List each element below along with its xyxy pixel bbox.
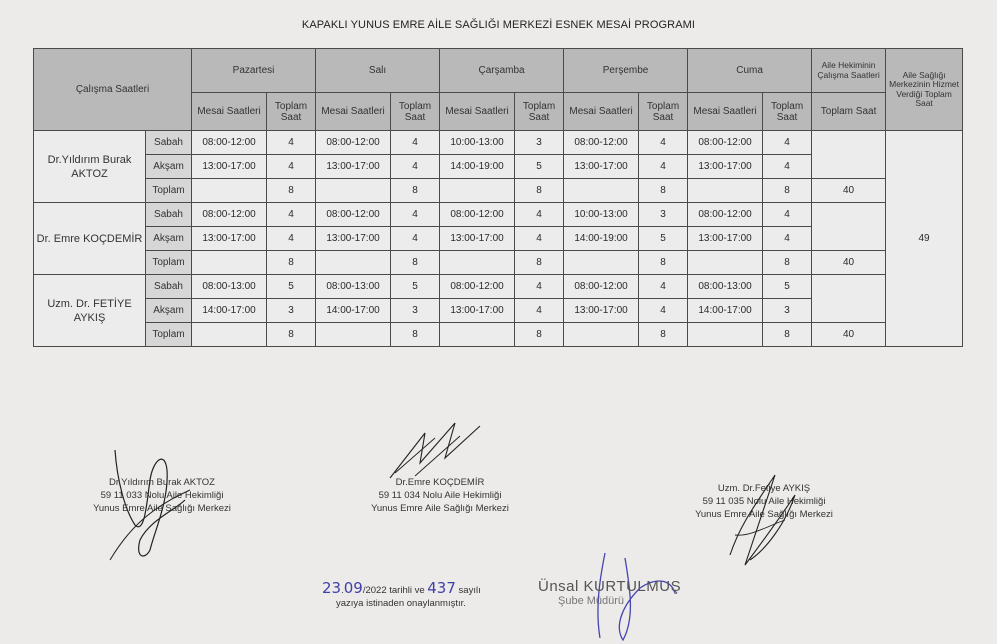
shift-hours: 4 bbox=[639, 275, 688, 299]
shift-hours: 4 bbox=[639, 155, 688, 179]
empty-cell bbox=[316, 179, 391, 203]
shift-hours: 4 bbox=[639, 131, 688, 155]
mesai-saatleri-header: Mesai Saatleri bbox=[688, 93, 763, 131]
signatory-unit: 59 11 035 Nolu Aile Hekimliği bbox=[702, 496, 826, 507]
day-total-hours: 8 bbox=[267, 251, 316, 275]
shift-label: Sabah bbox=[146, 203, 192, 227]
family-doctor-header: Aile Hekiminin Çalışma Saatleri bbox=[812, 49, 886, 93]
shift-hours: 4 bbox=[391, 227, 440, 251]
shift-time-range: 14:00-17:00 bbox=[192, 299, 267, 323]
shift-hours: 4 bbox=[763, 203, 812, 227]
signatory-center: Yunus Emre Aile Sağlığı Merkezi bbox=[371, 503, 509, 514]
empty-cell bbox=[440, 323, 515, 347]
shift-time-range: 08:00-12:00 bbox=[688, 203, 763, 227]
shift-hours: 4 bbox=[763, 227, 812, 251]
shift-time-range: 14:00-17:00 bbox=[688, 299, 763, 323]
approval-month: 09 bbox=[343, 579, 363, 597]
signatory-name: Uzm. Dr.Fetiye AYKIŞ bbox=[717, 483, 811, 494]
shift-hours: 3 bbox=[639, 203, 688, 227]
day-total-hours: 8 bbox=[515, 251, 564, 275]
shift-time-range: 13:00-17:00 bbox=[192, 155, 267, 179]
table-row bbox=[34, 275, 963, 299]
table-row bbox=[34, 131, 963, 155]
shift-hours: 5 bbox=[391, 275, 440, 299]
mesai-saatleri-header: Mesai Saatleri bbox=[440, 93, 515, 131]
shift-time-range: 13:00-17:00 bbox=[440, 227, 515, 251]
manager-stamp bbox=[538, 578, 681, 607]
family-doctor-subheader: Toplam Saat bbox=[812, 93, 886, 131]
table-row bbox=[34, 251, 963, 275]
weekly-total-hours: 40 bbox=[812, 323, 886, 347]
day-total-hours: 8 bbox=[515, 323, 564, 347]
shift-label: Sabah bbox=[146, 131, 192, 155]
shift-time-range: 13:00-17:00 bbox=[440, 299, 515, 323]
day-total-hours: 8 bbox=[391, 251, 440, 275]
shift-hours: 3 bbox=[763, 299, 812, 323]
doctor-name: Uzm. Dr. FETİYE AYKIŞ bbox=[34, 275, 146, 347]
shift-hours: 5 bbox=[515, 155, 564, 179]
doctor-name: Dr.Yıldırım Burak AKTOZ bbox=[34, 131, 146, 203]
toplam-saat-header: Toplam Saat bbox=[515, 93, 564, 131]
shift-hours: 3 bbox=[267, 299, 316, 323]
table-row bbox=[34, 179, 963, 203]
shift-time-range: 10:00-13:00 bbox=[440, 131, 515, 155]
shift-time-range: 14:00-17:00 bbox=[316, 299, 391, 323]
shift-time-range: 14:00-19:00 bbox=[440, 155, 515, 179]
toplam-saat-header: Toplam Saat bbox=[763, 93, 812, 131]
shift-time-range: 08:00-13:00 bbox=[688, 275, 763, 299]
approval-line2: yazıya istinaden onaylanmıştır. bbox=[336, 598, 466, 609]
day-header-tuesday: Salı bbox=[316, 49, 440, 93]
shift-label: Toplam bbox=[146, 323, 192, 347]
doctor-name: Dr. Emre KOÇDEMİR bbox=[34, 203, 146, 275]
shift-label: Sabah bbox=[146, 275, 192, 299]
empty-cell bbox=[192, 251, 267, 275]
empty-cell bbox=[440, 179, 515, 203]
empty-cell bbox=[316, 323, 391, 347]
day-header-thursday: Perşembe bbox=[564, 49, 688, 93]
center-total-header: Aile Sağlığı Merkezinin Hizmet Verdiği Toplam Saat bbox=[886, 49, 963, 131]
approval-note: 23.09/2022 tarihli ve 437 sayılı yazıya istinaden onaylanmıştır. bbox=[322, 579, 481, 609]
shift-hours: 5 bbox=[639, 227, 688, 251]
day-header-wednesday: Çarşamba bbox=[440, 49, 564, 93]
approval-day: 23 bbox=[322, 579, 342, 597]
shift-time-range: 13:00-17:00 bbox=[564, 299, 639, 323]
empty-cell bbox=[812, 275, 886, 323]
day-total-hours: 8 bbox=[639, 323, 688, 347]
shift-time-range: 08:00-13:00 bbox=[192, 275, 267, 299]
shift-time-range: 08:00-12:00 bbox=[192, 203, 267, 227]
shift-hours: 4 bbox=[391, 203, 440, 227]
day-total-hours: 8 bbox=[639, 179, 688, 203]
day-total-hours: 8 bbox=[763, 251, 812, 275]
shift-hours: 4 bbox=[267, 203, 316, 227]
mesai-saatleri-header: Mesai Saatleri bbox=[192, 93, 267, 131]
toplam-saat-header: Toplam Saat bbox=[267, 93, 316, 131]
empty-cell bbox=[564, 251, 639, 275]
shift-time-range: 08:00-12:00 bbox=[440, 203, 515, 227]
day-total-hours: 8 bbox=[267, 323, 316, 347]
toplam-saat-header: Toplam Saat bbox=[639, 93, 688, 131]
manager-name: Ünsal KURTULMUŞ bbox=[538, 578, 682, 595]
empty-cell bbox=[316, 251, 391, 275]
empty-cell bbox=[192, 323, 267, 347]
handwritten-signature-1 bbox=[95, 440, 205, 570]
empty-cell bbox=[812, 203, 886, 251]
handwritten-signature-2 bbox=[385, 418, 485, 488]
shift-time-range: 13:00-17:00 bbox=[316, 227, 391, 251]
shift-label: Akşam bbox=[146, 227, 192, 251]
shift-hours: 4 bbox=[267, 227, 316, 251]
schedule-table bbox=[33, 48, 963, 347]
shift-hours: 4 bbox=[763, 155, 812, 179]
signatory-center: Yunus Emre Aile Sağlığı Merkezi bbox=[695, 509, 833, 520]
day-header-friday: Cuma bbox=[688, 49, 812, 93]
day-header-monday: Pazartesi bbox=[192, 49, 316, 93]
day-total-hours: 8 bbox=[639, 251, 688, 275]
working-hours-header: Çalışma Saatleri bbox=[34, 49, 192, 131]
signatory-name: Dr.Emre KOÇDEMİR bbox=[395, 477, 485, 488]
page-title: KAPAKLI YUNUS EMRE AİLE SAĞLIĞI MERKEZİ ESNEK MESAİ PROGRAMI bbox=[301, 19, 696, 31]
manager-role: Şube Müdürü bbox=[558, 595, 625, 607]
day-total-hours: 8 bbox=[391, 323, 440, 347]
empty-cell bbox=[564, 323, 639, 347]
shift-time-range: 08:00-12:00 bbox=[316, 131, 391, 155]
shift-hours: 4 bbox=[763, 131, 812, 155]
shift-time-range: 13:00-17:00 bbox=[192, 227, 267, 251]
approval-suffix: sayılı bbox=[458, 585, 481, 596]
shift-hours: 4 bbox=[515, 299, 564, 323]
shift-time-range: 13:00-17:00 bbox=[564, 155, 639, 179]
shift-time-range: 10:00-13:00 bbox=[564, 203, 639, 227]
shift-label: Akşam bbox=[146, 299, 192, 323]
mesai-saatleri-header: Mesai Saatleri bbox=[316, 93, 391, 131]
empty-cell bbox=[688, 323, 763, 347]
empty-cell bbox=[812, 131, 886, 179]
signatory-center: Yunus Emre Aile Sağlığı Merkezi bbox=[93, 503, 231, 514]
approval-number: 437 bbox=[427, 579, 456, 597]
shift-time-range: 08:00-13:00 bbox=[316, 275, 391, 299]
shift-time-range: 13:00-17:00 bbox=[688, 227, 763, 251]
shift-time-range: 13:00-17:00 bbox=[316, 155, 391, 179]
signatory-name: Dr.Yıldırım Burak AKTOZ bbox=[109, 477, 215, 488]
shift-time-range: 08:00-12:00 bbox=[192, 131, 267, 155]
day-total-hours: 8 bbox=[267, 179, 316, 203]
handwritten-signature-3 bbox=[715, 465, 805, 575]
empty-cell bbox=[440, 251, 515, 275]
mesai-saatleri-header: Mesai Saatleri bbox=[564, 93, 639, 131]
shift-time-range: 14:00-19:00 bbox=[564, 227, 639, 251]
shift-time-range: 08:00-12:00 bbox=[564, 275, 639, 299]
weekly-total-hours: 40 bbox=[812, 179, 886, 203]
shift-label: Akşam bbox=[146, 155, 192, 179]
shift-time-range: 08:00-12:00 bbox=[564, 131, 639, 155]
shift-hours: 4 bbox=[391, 155, 440, 179]
toplam-saat-header: Toplam Saat bbox=[391, 93, 440, 131]
shift-hours: 3 bbox=[391, 299, 440, 323]
table-row bbox=[34, 203, 963, 227]
empty-cell bbox=[192, 179, 267, 203]
shift-label: Toplam bbox=[146, 179, 192, 203]
approval-date-rest: /2022 tarihli ve bbox=[362, 585, 425, 596]
shift-hours: 4 bbox=[515, 227, 564, 251]
day-total-hours: 8 bbox=[763, 179, 812, 203]
shift-hours: 4 bbox=[267, 155, 316, 179]
table-row bbox=[34, 323, 963, 347]
empty-cell bbox=[688, 179, 763, 203]
empty-cell bbox=[688, 251, 763, 275]
signatory-unit: 59 11 033 Nolu Aile Hekimliği bbox=[100, 490, 224, 501]
empty-cell bbox=[564, 179, 639, 203]
shift-hours: 3 bbox=[515, 131, 564, 155]
shift-label: Toplam bbox=[146, 251, 192, 275]
shift-hours: 5 bbox=[763, 275, 812, 299]
shift-time-range: 08:00-12:00 bbox=[316, 203, 391, 227]
shift-hours: 4 bbox=[515, 275, 564, 299]
day-total-hours: 8 bbox=[763, 323, 812, 347]
shift-time-range: 08:00-12:00 bbox=[440, 275, 515, 299]
signatory-unit: 59 11 034 Nolu Aile Hekimliği bbox=[378, 490, 502, 501]
weekly-total-hours: 40 bbox=[812, 251, 886, 275]
shift-hours: 4 bbox=[515, 203, 564, 227]
day-total-hours: 8 bbox=[391, 179, 440, 203]
shift-hours: 4 bbox=[639, 299, 688, 323]
day-total-hours: 8 bbox=[515, 179, 564, 203]
shift-time-range: 08:00-12:00 bbox=[688, 131, 763, 155]
shift-time-range: 13:00-17:00 bbox=[688, 155, 763, 179]
center-total-hours: 49 bbox=[886, 131, 963, 347]
shift-hours: 4 bbox=[267, 131, 316, 155]
shift-hours: 5 bbox=[267, 275, 316, 299]
shift-hours: 4 bbox=[391, 131, 440, 155]
